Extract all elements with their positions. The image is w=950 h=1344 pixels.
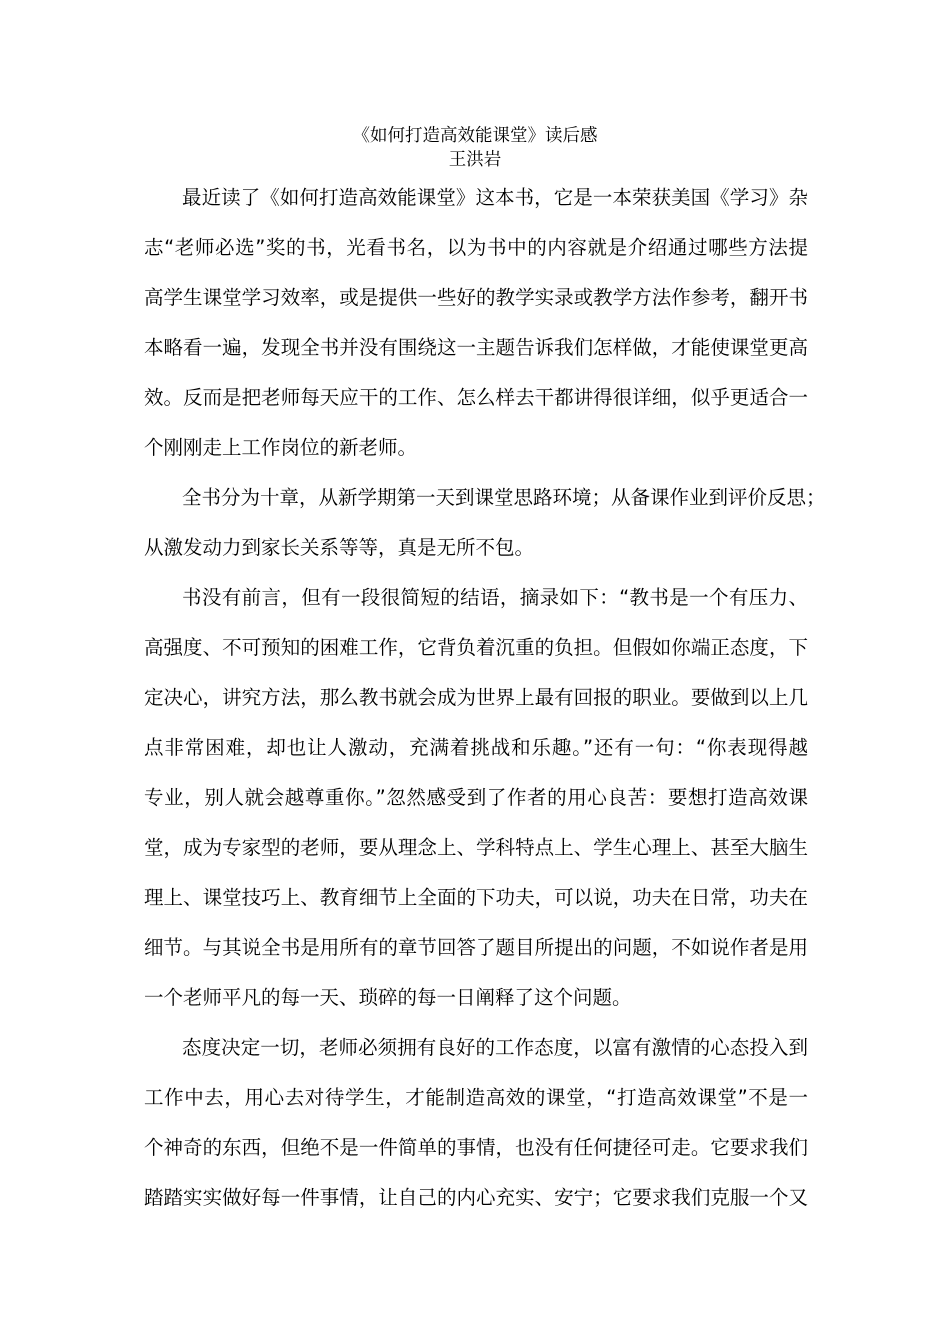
text-line: 从激发动力到家长关系等等，真是无所不包。 bbox=[144, 536, 535, 559]
text-line: 理上、课堂技巧上、教育细节上全面的下功夫，可以说，功夫在日常，功夫在 bbox=[144, 886, 808, 909]
text-line: 一个老师平凡的每一天、琐碎的每一日阐释了这个问题。 bbox=[144, 986, 632, 1009]
paragraph-2 bbox=[144, 473, 826, 573]
text-line: 专业，别人就会越尊重你。”忽然感受到了作者的用心良苦：要想打造高效课 bbox=[144, 786, 808, 809]
text-line: 个刚刚走上工作岗位的新老师。 bbox=[144, 436, 418, 459]
document-author: 王洪岩 bbox=[448, 150, 502, 170]
text-line: 本略看一遍，发现全书并没有围绕这一主题告诉我们怎样做，才能使课堂更高 bbox=[144, 336, 808, 359]
text-line: 细节。与其说全书是用所有的章节回答了题目所提出的问题，不如说作者是用 bbox=[144, 936, 808, 959]
text-line: 志“老师必选”奖的书，光看书名，以为书中的内容就是介绍通过哪些方法提 bbox=[144, 236, 808, 259]
text-line: 书没有前言，但有一段很简短的结语，摘录如下：“教书是一个有压力、 bbox=[182, 586, 808, 609]
text-line: 态度决定一切，老师必须拥有良好的工作态度，以富有激情的心态投入到 bbox=[182, 1036, 808, 1059]
text-line: 个神奇的东西，但绝不是一件简单的事情，也没有任何捷径可走。它要求我们 bbox=[144, 1136, 808, 1159]
text-line: 踏踏实实做好每一件事情，让自己的内心充实、安宁；它要求我们克服一个又 bbox=[144, 1186, 808, 1209]
text-line: 高强度、不可预知的困难工作，它背负着沉重的负担。但假如你端正态度，下 bbox=[144, 636, 808, 659]
text-line: 效。反而是把老师每天应干的工作、怎么样去干都讲得很详细，似乎更适合一 bbox=[144, 386, 808, 409]
text-line: 点非常困难，却也让人激动，充满着挑战和乐趣。”还有一句：“你表现得越 bbox=[144, 736, 808, 759]
text-line: 全书分为十章，从新学期第一天到课堂思路环境；从备课作业到评价反思； bbox=[182, 486, 826, 509]
paragraph-3 bbox=[144, 573, 808, 1023]
text-line: 最近读了《如何打造高效能课堂》这本书，它是一本荣获美国《学习》杂 bbox=[182, 186, 808, 209]
document-body bbox=[144, 173, 826, 1223]
paragraph-4 bbox=[144, 1023, 808, 1223]
document-title: 《如何打造高效能课堂》读后感 bbox=[352, 126, 598, 146]
text-line: 高学生课堂学习效率，或是提供一些好的教学实录或教学方法作参考，翻开书 bbox=[144, 286, 808, 309]
text-line: 定决心，讲究方法，那么教书就会成为世界上最有回报的职业。要做到以上几 bbox=[144, 686, 808, 709]
paragraph-1 bbox=[144, 173, 808, 473]
text-line: 堂，成为专家型的老师，要从理念上、学科特点上、学生心理上、甚至大脑生 bbox=[144, 836, 808, 859]
text-line: 工作中去，用心去对待学生，才能制造高效的课堂，“打造高效课堂”不是一 bbox=[144, 1086, 808, 1109]
